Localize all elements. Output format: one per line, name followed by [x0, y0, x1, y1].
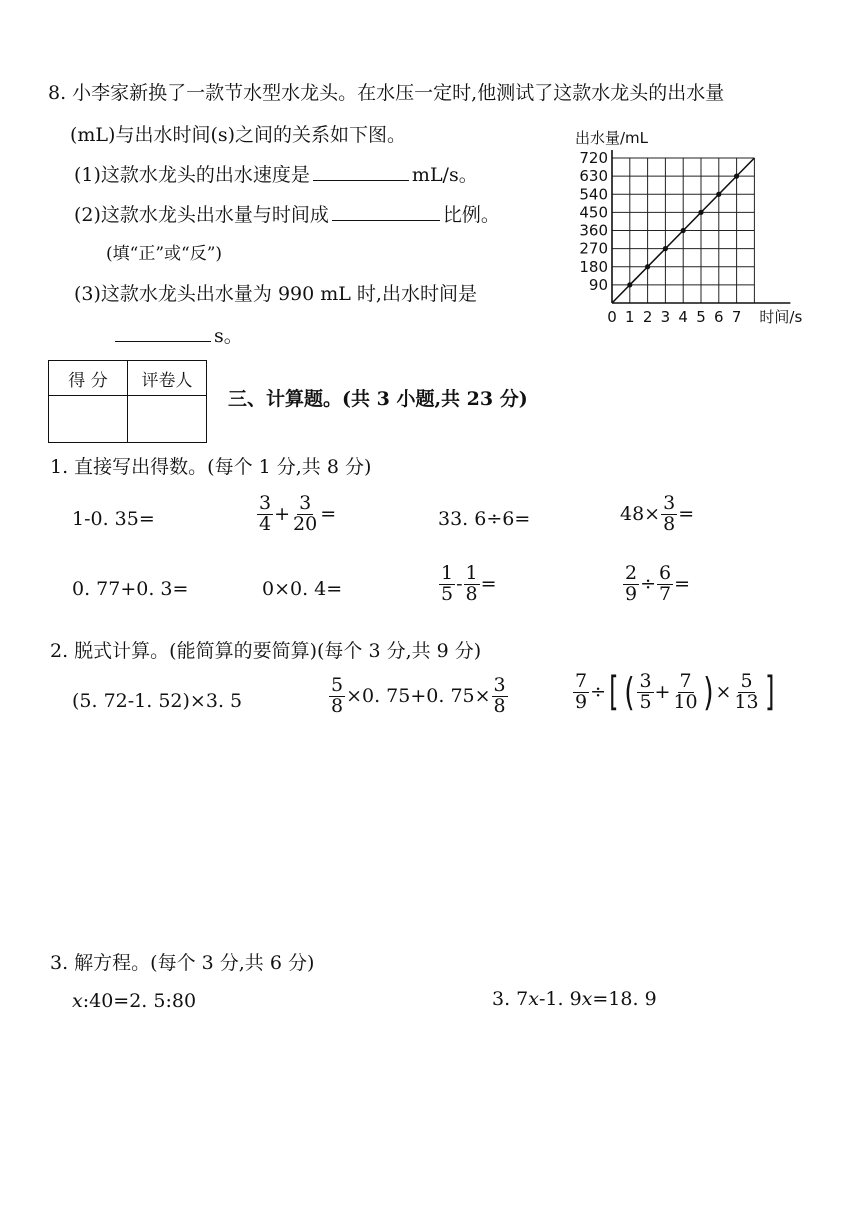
y-tick-label: 270 [579, 239, 608, 258]
p3-eq-1-rest: :40=2. 5:80 [82, 990, 197, 1012]
fraction: $\frac{1}{5}$ [441, 562, 454, 605]
score-header: 得 分 [49, 361, 128, 396]
p1-expr-5: 0. 77+0. 3= [72, 578, 189, 600]
y-tick-label: 180 [579, 257, 608, 276]
p3-eq-2: 3. 7x-1. 9x=18. 9 [492, 988, 657, 1010]
p1-expr-6: 0×0. 4= [262, 578, 343, 600]
x-tick-label: 1 [625, 308, 635, 326]
fraction: $\frac{2}{9}$ [625, 562, 638, 605]
right-bracket: ] [764, 669, 775, 716]
score-cell[interactable] [49, 396, 128, 443]
y-tick-label: 90 [588, 275, 608, 294]
var-x: x [72, 990, 83, 1012]
q8-sub1-blank[interactable] [313, 179, 409, 181]
fraction: $\frac{1}{8}$ [465, 562, 478, 605]
q8-sub3-unit: s。 [214, 325, 243, 347]
p2-expr-1: (5. 72-1. 52)×3. 5 [72, 690, 243, 712]
fraction: $\frac{7}{10}$ [673, 670, 698, 713]
fraction: $\frac{7}{9}$ [575, 670, 588, 713]
x-axis-title: 时间/s [759, 308, 803, 326]
y-tick-label: 360 [579, 221, 608, 240]
q8-sub2 [74, 200, 500, 227]
q8-sub3-line2 [112, 321, 243, 348]
data-point [698, 210, 703, 215]
x-tick-label: 4 [678, 308, 688, 326]
fraction: $\frac{3}{8}$ [663, 492, 676, 535]
q8-sub3-line1: (3)这款水龙头出水量为 990 mL 时,出水时间是 [74, 283, 477, 305]
p2-expr-2: $\frac{5}{8}$ ×0. 75+0. 75× $\frac{3}{8}$ [331, 674, 506, 717]
q8-sub2-after: 比例。 [442, 204, 500, 226]
q8-sub3-blank[interactable] [115, 340, 211, 342]
grader-header: 评卷人 [128, 361, 207, 396]
right-paren: ) [702, 670, 714, 715]
q8-sub1-text: (1)这款水龙头的出水速度是 [74, 164, 310, 186]
fraction: $\frac{3}{20}$ [293, 492, 318, 535]
p3-title: 3. 解方程。(每个 3 分,共 6 分) [50, 952, 315, 974]
p1-expr-2: $\frac{3}{4}$ + $\frac{3}{20}$ = [259, 492, 337, 535]
score-table [48, 360, 207, 443]
p1-expr-4: 48× $\frac{3}{8}$ = [620, 492, 695, 535]
water-flow-chart [565, 120, 815, 330]
p1-title: 1. 直接写出得数。(每个 1 分,共 8 分) [50, 456, 372, 478]
fraction: $\frac{5}{13}$ [734, 670, 759, 713]
q8-sub2-hint: (填“正”或“反”) [106, 244, 223, 264]
p1-expr-8: $\frac{2}{9}$ ÷ $\frac{6}{7}$ = [625, 562, 691, 605]
p1-expr-3: 33. 6÷6= [438, 508, 531, 530]
x-tick-label: 7 [731, 308, 742, 326]
fraction: $\frac{3}{8}$ [493, 674, 506, 717]
q8-sub1 [74, 160, 478, 187]
p1-expr-7: $\frac{1}{5}$ - $\frac{1}{8}$ = [441, 562, 497, 605]
p2-expr-3: $\frac{7}{9}$ ÷ [ ( $\frac{3}{5}$ + $\frac{7}{10}$ ) × $\frac{5}{13}$ ] [575, 669, 775, 716]
y-axis-title: 出水量/mL [575, 129, 649, 147]
data-point [734, 174, 739, 179]
left-bracket: [ [609, 669, 619, 716]
p3-eq-1 [72, 990, 196, 1012]
fraction: $\frac{5}{8}$ [331, 674, 344, 717]
fraction: $\frac{3}{5}$ [639, 670, 652, 713]
y-tick-label: 450 [579, 203, 608, 222]
data-point [663, 246, 668, 251]
y-tick-label: 540 [579, 185, 608, 204]
q8-sub2-text: (2)这款水龙头出水量与时间成 [74, 204, 329, 226]
x-tick-label: 3 [660, 308, 671, 326]
p1-expr-1: 1-0. 35= [72, 508, 155, 530]
p2-title: 2. 脱式计算。(能简算的要简算)(每个 3 分,共 9 分) [50, 640, 482, 662]
data-point [627, 282, 632, 287]
left-paren: ( [623, 670, 635, 715]
section3-title: 三、计算题。(共 3 小题,共 23 分) [228, 388, 528, 410]
x-tick-label: 6 [714, 308, 724, 326]
y-tick-label: 630 [579, 167, 608, 186]
grader-cell[interactable] [128, 396, 207, 443]
y-tick-label: 720 [579, 149, 608, 167]
data-point [716, 192, 721, 197]
q8-sub2-blank[interactable] [332, 219, 440, 221]
x-tick-label: 2 [642, 308, 653, 326]
q8-stem-line2: (mL)与出水时间(s)之间的关系如下图。 [70, 124, 407, 146]
x-tick-label: 5 [696, 308, 706, 326]
q8-sub1-unit: mL/s。 [411, 164, 478, 186]
q8-stem-line1: 8. 小李家新换了一款节水型水龙头。在水压一定时,他测试了这款水龙头的出水量 [48, 82, 725, 104]
var-x: x [581, 988, 593, 1010]
fraction: $\frac{6}{7}$ [659, 562, 672, 605]
data-point [681, 228, 686, 233]
data-point [645, 264, 650, 269]
x-tick-label: 0 [607, 308, 617, 326]
var-x: x [528, 988, 539, 1010]
fraction: $\frac{3}{4}$ [259, 492, 272, 535]
